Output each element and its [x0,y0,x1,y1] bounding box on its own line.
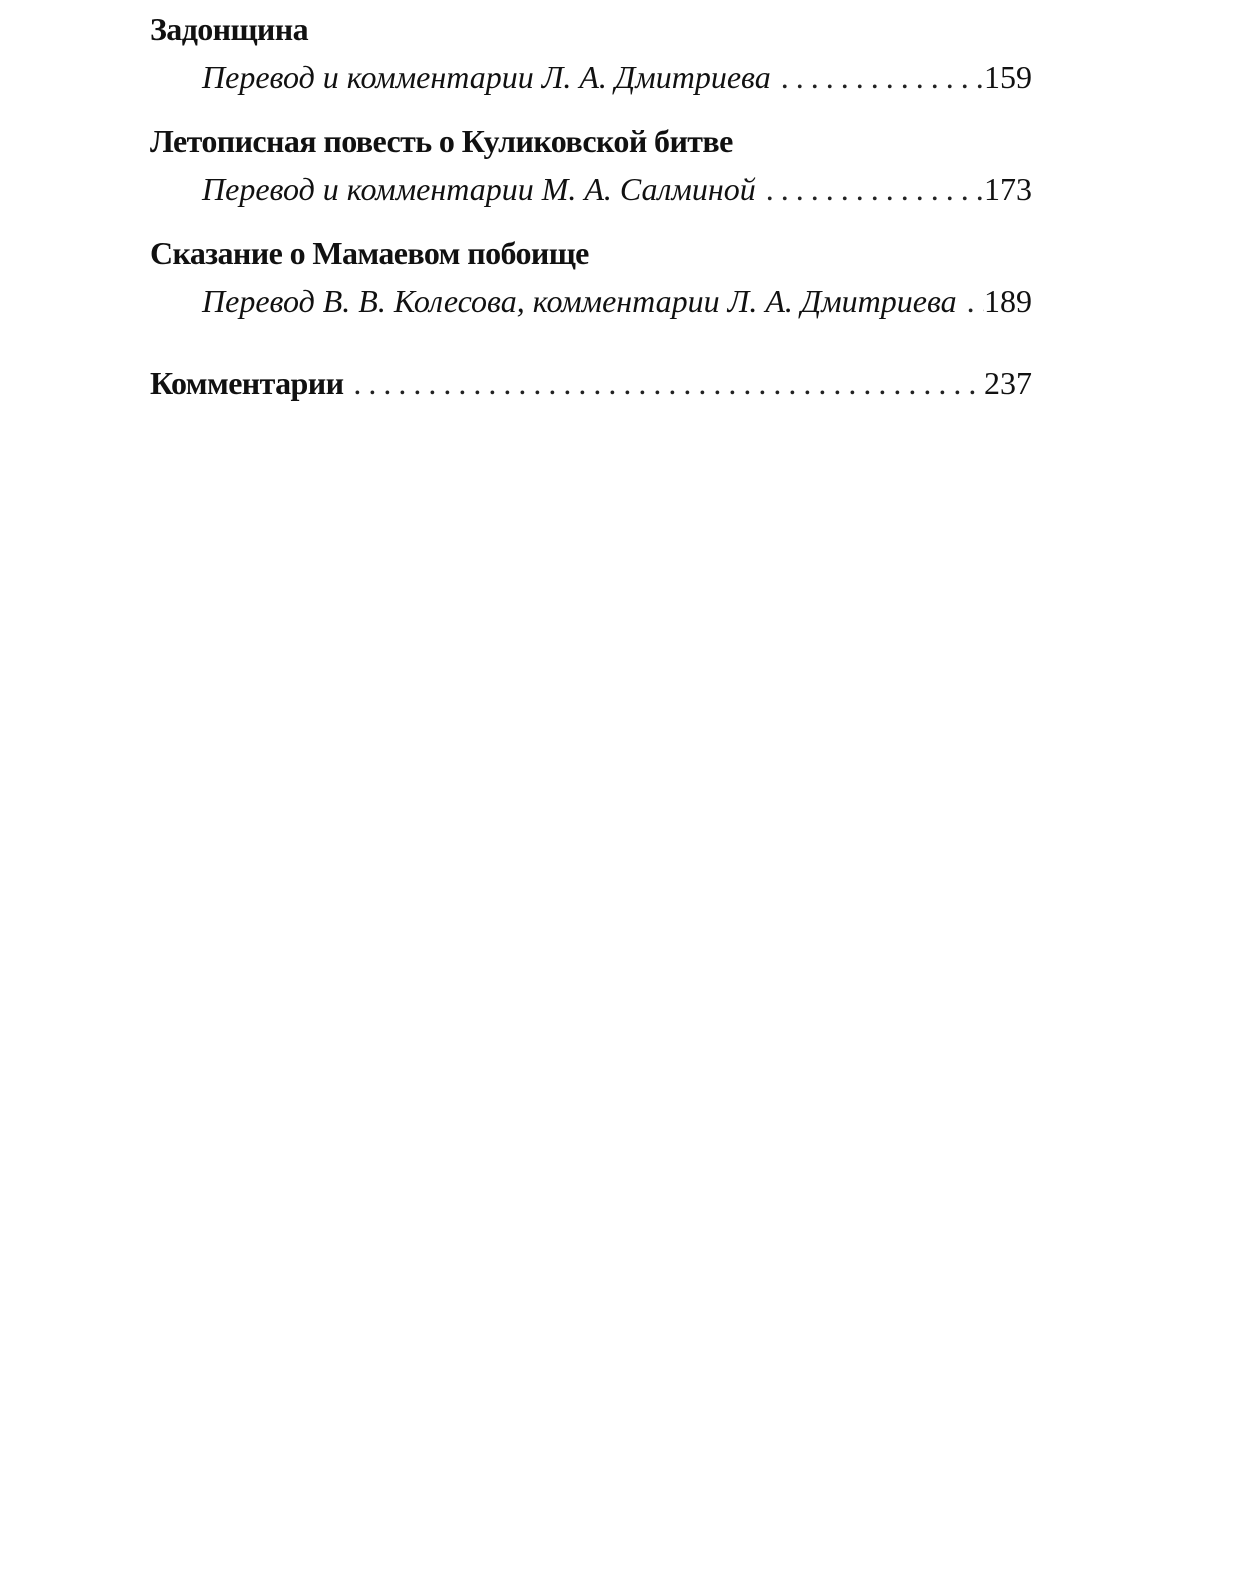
toc-entry-title: Летописная повесть о Куликовской битве [150,123,733,159]
toc-entry-subtitle: Перевод В. В. Колесова, комментарии Л. А. Дмитриева [202,283,957,319]
toc-page-number: 159 [984,59,1032,95]
toc-entry-line[interactable] [150,274,1032,328]
dot-leader [771,50,984,104]
toc-entry [150,120,1032,216]
dot-leader [343,356,984,410]
toc-page-number: 173 [984,171,1032,207]
toc-entry-subtitle: Перевод и комментарии Л. А. Дмитриева [202,59,771,95]
toc-page-number: 237 [984,365,1032,401]
dot-leader [756,162,984,216]
toc-entry [150,8,1032,104]
toc-entry-subtitle: Перевод и комментарии М. А. Салминой [202,171,756,207]
toc-final-title: Комментарии [150,365,344,401]
table-of-contents [150,8,1032,410]
toc-entry [150,232,1032,328]
toc-entry-line[interactable] [150,162,1032,216]
dot-leader [957,274,984,328]
toc-final-entry[interactable] [150,356,1032,410]
spacer [150,344,1032,356]
toc-entry-title: Задонщина [150,11,309,47]
toc-entry-line[interactable] [150,50,1032,104]
toc-entry-title: Сказание о Мамаевом побоище [150,235,589,271]
toc-page-number: 189 [984,283,1032,319]
